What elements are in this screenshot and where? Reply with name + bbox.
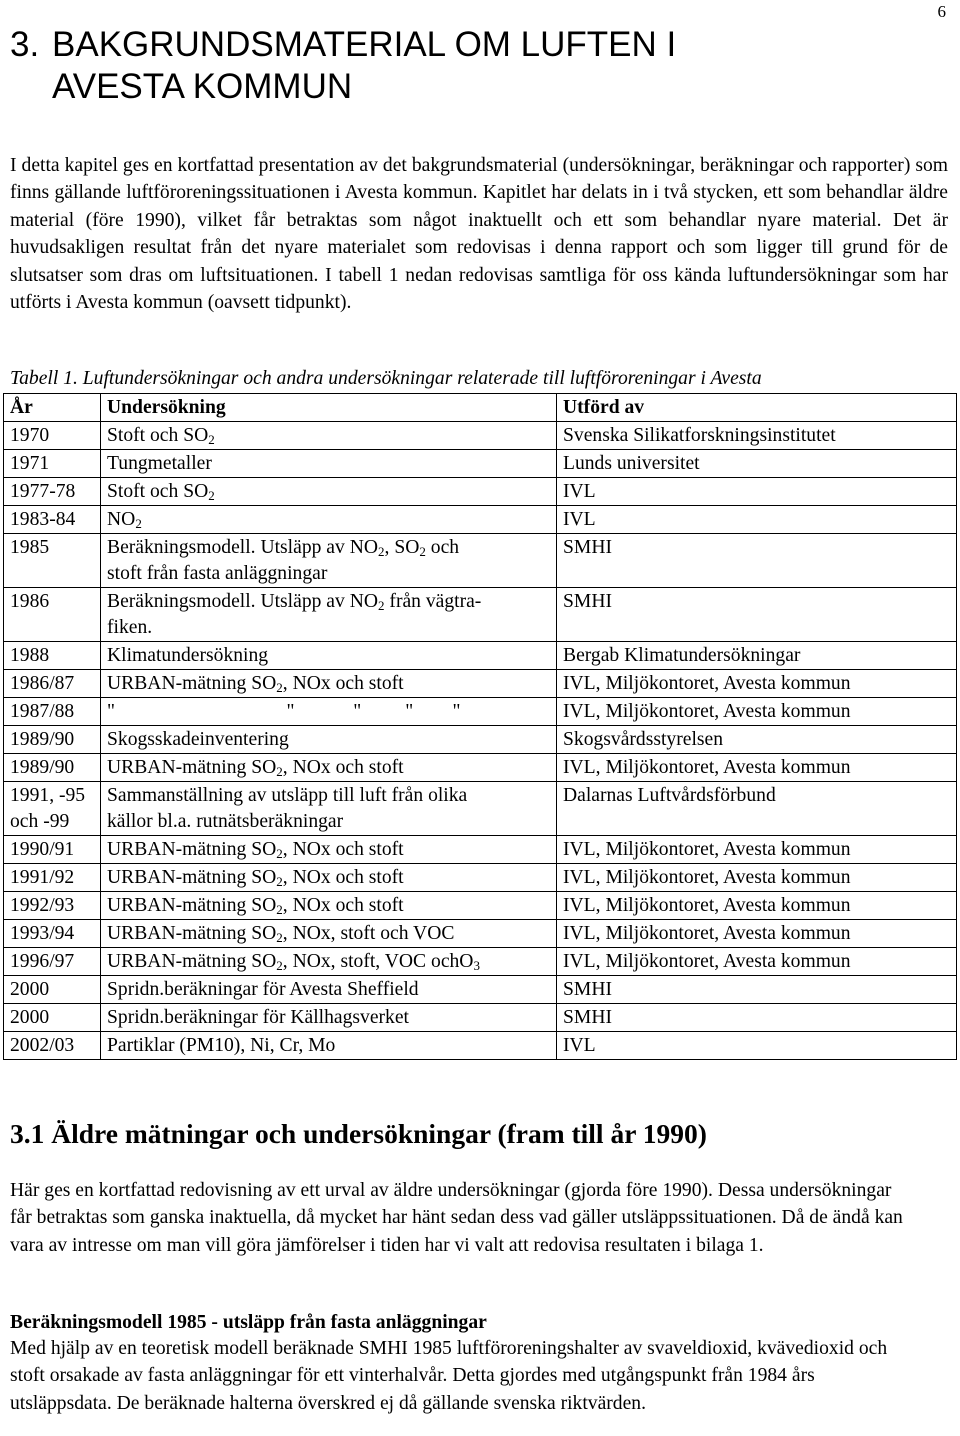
table-row: [4, 782, 957, 836]
table-row: [4, 670, 957, 698]
cell-year: 2000: [4, 976, 101, 1004]
cell-performed-by: SMHI: [557, 534, 957, 588]
cell-study: URBAN-mätning $SO_2$, NOx och stoft: [101, 670, 557, 698]
chapter-number: 3.: [10, 25, 40, 64]
cell-performed-by: IVL, Miljökontoret, Avesta kommun: [557, 836, 957, 864]
cell-study: URBAN-mätning $SO_2$, NOx och stoft: [101, 754, 557, 782]
cell-year: 1989/90: [4, 754, 101, 782]
cell-performed-by: IVL: [557, 1032, 957, 1060]
table-row: [4, 588, 957, 642]
table-body: [4, 422, 957, 1060]
subsection-paragraph: Med hjälp av en teoretisk modell beräknade SMHI 1985 luftföroreningshalter av svaveldioxid, kvävedioxid och stoft orsakade av fasta anläggningar för ett vinterhalvår. Detta gjordes med utgångspunkt från 1984 års utsläppsdata. De beräknade halterna överskred ej då gällande svenska riktvärden.: [10, 1338, 888, 1414]
cell-study: URBAN-mätning $SO_2$, NOx och stoft: [101, 892, 557, 920]
cell-study: URBAN-mätning $SO_2$, NOx och stoft: [101, 864, 557, 892]
cell-year: 1986/87: [4, 670, 101, 698]
cell-study: $NO_2$: [101, 506, 557, 534]
cell-study: Spridn.beräkningar för Källhagsverket: [101, 1004, 557, 1032]
page-number: 6: [937, 2, 946, 21]
cell-performed-by: IVL, Miljökontoret, Avesta kommun: [557, 754, 957, 782]
cell-performed-by: IVL, Miljökontoret, Avesta kommun: [557, 948, 957, 976]
cell-year: 1971: [4, 450, 101, 478]
intro-paragraph: I detta kapitel ges en kortfattad presentation av det bakgrundsmaterial (undersökningar, beräkningar och rapporter) som finns gällande luftföroreningssituationen i Avesta kommun. Kapitlet har delats in i två stycken, ett som behandlar äldre material (före 1990), vilket får betraktas som något inaktuellt och ett som behandlar nyare material. Det är huvudsakligen resultat från det nyare materialet som redovisas i denna rapport och som ligger till grund för de slutsatser som dras om luftsituationen. I tabell 1 nedan redovisas samtliga för oss kända luftundersökningar som har utförts i Avesta kommun (oavsett tidpunkt).: [10, 155, 948, 314]
table-row: [4, 892, 957, 920]
cell-study: Beräkningsmodell. Utsläpp av $NO_2$ från vägtra- fiken.: [101, 588, 557, 642]
cell-performed-by: SMHI: [557, 588, 957, 642]
chapter-title-line-2: AVESTA KOMMUN: [52, 67, 353, 106]
cell-year: 1996/97: [4, 948, 101, 976]
cell-year: 1970: [4, 422, 101, 450]
cell-performed-by: Skogsvårdsstyrelsen: [557, 726, 957, 754]
header-study: Undersökning: [101, 394, 557, 422]
cell-year: 1990/91: [4, 836, 101, 864]
cell-year: 1993/94: [4, 920, 101, 948]
header-performed-by: Utförd av: [557, 394, 957, 422]
cell-study: URBAN-mätning $SO_2$, NOx, stoft och VOC: [101, 920, 557, 948]
cell-performed-by: IVL: [557, 478, 957, 506]
table-row: [4, 506, 957, 534]
table-row: [4, 920, 957, 948]
chapter-title-line-1: BAKGRUNDSMATERIAL OM LUFTEN I: [52, 25, 677, 64]
cell-year: 1986: [4, 588, 101, 642]
table-row: [4, 1004, 957, 1032]
cell-study: Sammanställning av utsläpp till luft från olika källor bl.a. rutnätsberäkningar: [101, 782, 557, 836]
table-row: [4, 864, 957, 892]
subsection-heading: Beräkningsmodell 1985 - utsläpp från fasta anläggningar: [10, 1312, 487, 1333]
cell-study: Stoft och $SO_2$: [101, 478, 557, 506]
cell-performed-by: IVL: [557, 506, 957, 534]
table-row: [4, 450, 957, 478]
cell-year: 1987/88: [4, 698, 101, 726]
table-row: [4, 642, 957, 670]
cell-performed-by: IVL, Miljökontoret, Avesta kommun: [557, 892, 957, 920]
cell-study: Spridn.beräkningar för Avesta Sheffield: [101, 976, 557, 1004]
cell-year: 1992/93: [4, 892, 101, 920]
table-header-row: [4, 394, 957, 422]
cell-year: 1988: [4, 642, 101, 670]
cell-performed-by: Svenska Silikatforskningsinstitutet: [557, 422, 957, 450]
cell-performed-by: SMHI: [557, 976, 957, 1004]
cell-year: 1991, -95 och -99: [4, 782, 101, 836]
cell-performed-by: Bergab Klimatundersökningar: [557, 642, 957, 670]
table-row: [4, 422, 957, 450]
cell-performed-by: Dalarnas Luftvårdsförbund: [557, 782, 957, 836]
cell-year: 2000: [4, 1004, 101, 1032]
table-row: [4, 698, 957, 726]
cell-study: " " " " ": [101, 698, 557, 726]
cell-year: 1985: [4, 534, 101, 588]
cell-performed-by: IVL, Miljökontoret, Avesta kommun: [557, 670, 957, 698]
cell-study: URBAN-mätning $SO_2$, NOx och stoft: [101, 836, 557, 864]
cell-study: Beräkningsmodell. Utsläpp av $NO_2$, $SO_2$ och stoft från fasta anläggningar: [101, 534, 557, 588]
table-row: [4, 948, 957, 976]
cell-study: URBAN-mätning $SO_2$, NOx, stoft, VOC ochO$_3$: [101, 948, 557, 976]
cell-year: 1991/92: [4, 864, 101, 892]
cell-performed-by: SMHI: [557, 1004, 957, 1032]
surveys-table: [3, 393, 957, 1060]
table-row: [4, 976, 957, 1004]
table-row: [4, 1032, 957, 1060]
table-row: [4, 534, 957, 588]
cell-performed-by: Lunds universitet: [557, 450, 957, 478]
table-row: [4, 478, 957, 506]
cell-year: 1989/90: [4, 726, 101, 754]
table-row: [4, 836, 957, 864]
cell-performed-by: IVL, Miljökontoret, Avesta kommun: [557, 920, 957, 948]
table-row: [4, 754, 957, 782]
cell-performed-by: IVL, Miljökontoret, Avesta kommun: [557, 698, 957, 726]
cell-study: Skogsskadeinventering: [101, 726, 557, 754]
cell-year: 2002/03: [4, 1032, 101, 1060]
cell-study: Partiklar (PM10), Ni, Cr, Mo: [101, 1032, 557, 1060]
header-year: År: [4, 394, 101, 422]
cell-study: Klimatundersökning: [101, 642, 557, 670]
table-row: [4, 726, 957, 754]
section-heading: 3.1 Äldre mätningar och undersökningar (fram till år 1990): [10, 1118, 707, 1149]
cell-study: Stoft och $SO_2$: [101, 422, 557, 450]
chapter-title: [10, 24, 890, 108]
table-caption: Tabell 1. Luftundersökningar och andra undersökningar relaterade till luftföroreningar i Avesta: [10, 368, 762, 389]
cell-year: 1977-78: [4, 478, 101, 506]
section-paragraph: Här ges en kortfattad redovisning av ett urval av äldre undersökningar (gjorda före 1990). Dessa undersökningar får betraktas som ganska inaktuella, då mycket har hänt sedan dess vad gäller utsläppssituationen. Då de ändå kan vara av intresse om man vill göra jämförelser i tiden har vi valt att redovisa resultaten i bilaga 1.: [10, 1180, 903, 1256]
cell-performed-by: IVL, Miljökontoret, Avesta kommun: [557, 864, 957, 892]
cell-study: Tungmetaller: [101, 450, 557, 478]
cell-year: 1983-84: [4, 506, 101, 534]
